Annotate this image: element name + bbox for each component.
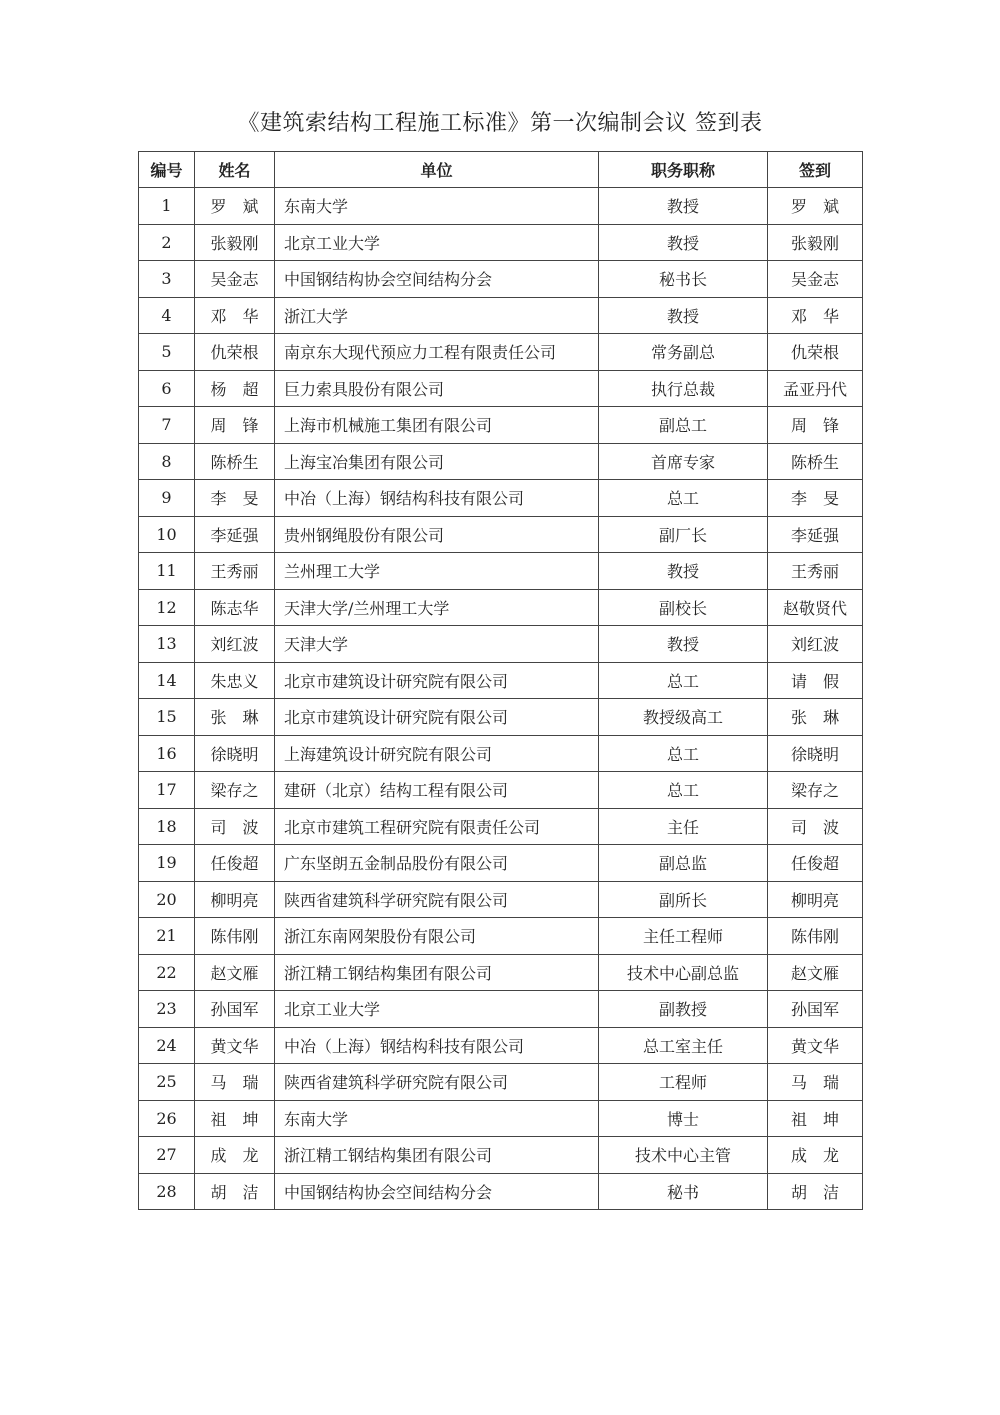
cell-no: 5 — [139, 334, 195, 371]
cell-unit: 陕西省建筑科学研究院有限公司 — [275, 1064, 599, 1101]
cell-unit: 建研（北京）结构工程有限公司 — [275, 772, 599, 809]
table-row — [139, 297, 863, 334]
header-unit: 单位 — [275, 152, 599, 188]
cell-position: 总工 — [599, 735, 768, 772]
cell-sign: 赵敬贤代 — [768, 589, 863, 626]
cell-name: 赵文雁 — [195, 954, 275, 991]
cell-no: 2 — [139, 224, 195, 261]
cell-sign: 吴金志 — [768, 261, 863, 298]
cell-no: 26 — [139, 1100, 195, 1137]
table-row — [139, 918, 863, 955]
table-row — [139, 699, 863, 736]
cell-name: 吴金志 — [195, 261, 275, 298]
cell-unit: 中国钢结构协会空间结构分会 — [275, 261, 599, 298]
cell-unit: 北京工业大学 — [275, 224, 599, 261]
cell-name: 王秀丽 — [195, 553, 275, 590]
cell-name: 仇荣根 — [195, 334, 275, 371]
cell-sign: 胡 洁 — [768, 1173, 863, 1210]
cell-position: 总工 — [599, 662, 768, 699]
cell-no: 8 — [139, 443, 195, 480]
cell-name: 张 琳 — [195, 699, 275, 736]
header-name: 姓名 — [195, 152, 275, 188]
cell-unit: 中冶（上海）钢结构科技有限公司 — [275, 480, 599, 517]
table-row — [139, 1137, 863, 1174]
cell-position: 常务副总 — [599, 334, 768, 371]
cell-name: 陈桥生 — [195, 443, 275, 480]
cell-no: 23 — [139, 991, 195, 1028]
cell-no: 24 — [139, 1027, 195, 1064]
cell-name: 祖 坤 — [195, 1100, 275, 1137]
cell-sign: 请 假 — [768, 662, 863, 699]
cell-no: 25 — [139, 1064, 195, 1101]
cell-position: 教授 — [599, 188, 768, 225]
table-row — [139, 772, 863, 809]
cell-unit: 浙江大学 — [275, 297, 599, 334]
cell-position: 教授 — [599, 224, 768, 261]
cell-sign: 成 龙 — [768, 1137, 863, 1174]
cell-no: 4 — [139, 297, 195, 334]
table-row — [139, 480, 863, 517]
header-position: 职务职称 — [599, 152, 768, 188]
cell-unit: 北京工业大学 — [275, 991, 599, 1028]
cell-position: 副教授 — [599, 991, 768, 1028]
cell-unit: 中国钢结构协会空间结构分会 — [275, 1173, 599, 1210]
cell-name: 罗 斌 — [195, 188, 275, 225]
cell-unit: 东南大学 — [275, 1100, 599, 1137]
cell-name: 司 波 — [195, 808, 275, 845]
cell-position: 教授级高工 — [599, 699, 768, 736]
cell-position: 总工室主任 — [599, 1027, 768, 1064]
table-row — [139, 735, 863, 772]
cell-unit: 上海宝冶集团有限公司 — [275, 443, 599, 480]
cell-unit: 兰州理工大学 — [275, 553, 599, 590]
table-row — [139, 845, 863, 882]
table-row — [139, 991, 863, 1028]
cell-sign: 任俊超 — [768, 845, 863, 882]
cell-sign: 李 旻 — [768, 480, 863, 517]
cell-name: 孙国军 — [195, 991, 275, 1028]
table-header-row — [139, 152, 863, 188]
cell-unit: 陕西省建筑科学研究院有限公司 — [275, 881, 599, 918]
cell-no: 10 — [139, 516, 195, 553]
cell-sign: 陈桥生 — [768, 443, 863, 480]
header-no: 编号 — [139, 152, 195, 188]
cell-no: 3 — [139, 261, 195, 298]
table-row — [139, 188, 863, 225]
table-row — [139, 626, 863, 663]
cell-position: 总工 — [599, 772, 768, 809]
cell-sign: 陈伟刚 — [768, 918, 863, 955]
cell-position: 副总工 — [599, 407, 768, 444]
cell-sign: 王秀丽 — [768, 553, 863, 590]
cell-sign: 邓 华 — [768, 297, 863, 334]
cell-unit: 东南大学 — [275, 188, 599, 225]
cell-name: 李延强 — [195, 516, 275, 553]
table-row — [139, 1100, 863, 1137]
sign-in-table — [138, 151, 863, 1210]
table-row — [139, 808, 863, 845]
cell-name: 朱忠义 — [195, 662, 275, 699]
cell-unit: 浙江精工钢结构集团有限公司 — [275, 1137, 599, 1174]
table-row — [139, 589, 863, 626]
cell-position: 主任 — [599, 808, 768, 845]
cell-position: 执行总裁 — [599, 370, 768, 407]
cell-unit: 巨力索具股份有限公司 — [275, 370, 599, 407]
table-row — [139, 881, 863, 918]
cell-position: 技术中心副总监 — [599, 954, 768, 991]
cell-no: 18 — [139, 808, 195, 845]
cell-sign: 孙国军 — [768, 991, 863, 1028]
cell-unit: 北京市建筑设计研究院有限公司 — [275, 699, 599, 736]
cell-name: 胡 洁 — [195, 1173, 275, 1210]
cell-position: 主任工程师 — [599, 918, 768, 955]
table-row — [139, 407, 863, 444]
table-row — [139, 370, 863, 407]
cell-sign: 仇荣根 — [768, 334, 863, 371]
cell-no: 16 — [139, 735, 195, 772]
cell-unit: 天津大学/兰州理工大学 — [275, 589, 599, 626]
cell-name: 周 锋 — [195, 407, 275, 444]
table-row — [139, 443, 863, 480]
table-row — [139, 261, 863, 298]
cell-position: 秘书长 — [599, 261, 768, 298]
cell-sign: 司 波 — [768, 808, 863, 845]
cell-name: 徐晓明 — [195, 735, 275, 772]
cell-position: 教授 — [599, 626, 768, 663]
cell-no: 13 — [139, 626, 195, 663]
cell-sign: 祖 坤 — [768, 1100, 863, 1137]
cell-position: 首席专家 — [599, 443, 768, 480]
cell-name: 成 龙 — [195, 1137, 275, 1174]
cell-unit: 广东坚朗五金制品股份有限公司 — [275, 845, 599, 882]
table-row — [139, 516, 863, 553]
cell-name: 李 旻 — [195, 480, 275, 517]
cell-unit: 浙江东南网架股份有限公司 — [275, 918, 599, 955]
cell-no: 15 — [139, 699, 195, 736]
cell-name: 陈志华 — [195, 589, 275, 626]
cell-position: 技术中心主管 — [599, 1137, 768, 1174]
cell-no: 22 — [139, 954, 195, 991]
cell-position: 总工 — [599, 480, 768, 517]
cell-no: 28 — [139, 1173, 195, 1210]
cell-position: 教授 — [599, 297, 768, 334]
table-row — [139, 954, 863, 991]
cell-position: 副厂长 — [599, 516, 768, 553]
table-row — [139, 662, 863, 699]
cell-name: 杨 超 — [195, 370, 275, 407]
cell-sign: 李延强 — [768, 516, 863, 553]
table-row — [139, 1173, 863, 1210]
cell-name: 张毅刚 — [195, 224, 275, 261]
cell-no: 19 — [139, 845, 195, 882]
cell-name: 马 瑞 — [195, 1064, 275, 1101]
table-row — [139, 334, 863, 371]
cell-unit: 中冶（上海）钢结构科技有限公司 — [275, 1027, 599, 1064]
cell-sign: 赵文雁 — [768, 954, 863, 991]
cell-position: 副校长 — [599, 589, 768, 626]
cell-unit: 上海市机械施工集团有限公司 — [275, 407, 599, 444]
cell-unit: 北京市建筑设计研究院有限公司 — [275, 662, 599, 699]
cell-sign: 周 锋 — [768, 407, 863, 444]
cell-no: 7 — [139, 407, 195, 444]
cell-no: 14 — [139, 662, 195, 699]
table-row — [139, 1027, 863, 1064]
cell-position: 副所长 — [599, 881, 768, 918]
cell-unit: 上海建筑设计研究院有限公司 — [275, 735, 599, 772]
cell-unit: 贵州钢绳股份有限公司 — [275, 516, 599, 553]
cell-name: 邓 华 — [195, 297, 275, 334]
cell-sign: 孟亚丹代 — [768, 370, 863, 407]
table-row — [139, 224, 863, 261]
cell-unit: 浙江精工钢结构集团有限公司 — [275, 954, 599, 991]
cell-name: 任俊超 — [195, 845, 275, 882]
cell-unit: 南京东大现代预应力工程有限责任公司 — [275, 334, 599, 371]
cell-unit: 天津大学 — [275, 626, 599, 663]
cell-name: 黄文华 — [195, 1027, 275, 1064]
cell-no: 17 — [139, 772, 195, 809]
cell-sign: 罗 斌 — [768, 188, 863, 225]
cell-no: 12 — [139, 589, 195, 626]
cell-no: 27 — [139, 1137, 195, 1174]
cell-name: 刘红波 — [195, 626, 275, 663]
cell-sign: 黄文华 — [768, 1027, 863, 1064]
header-sign: 签到 — [768, 152, 863, 188]
cell-position: 秘书 — [599, 1173, 768, 1210]
cell-name: 梁存之 — [195, 772, 275, 809]
cell-sign: 刘红波 — [768, 626, 863, 663]
table-row — [139, 1064, 863, 1101]
cell-unit: 北京市建筑工程研究院有限责任公司 — [275, 808, 599, 845]
cell-position: 工程师 — [599, 1064, 768, 1101]
cell-no: 6 — [139, 370, 195, 407]
cell-sign: 梁存之 — [768, 772, 863, 809]
cell-name: 陈伟刚 — [195, 918, 275, 955]
cell-sign: 张毅刚 — [768, 224, 863, 261]
cell-position: 教授 — [599, 553, 768, 590]
cell-sign: 张 琳 — [768, 699, 863, 736]
document-title: 《建筑索结构工程施工标准》第一次编制会议 签到表 — [237, 111, 763, 136]
cell-no: 21 — [139, 918, 195, 955]
cell-no: 1 — [139, 188, 195, 225]
cell-sign: 马 瑞 — [768, 1064, 863, 1101]
cell-no: 11 — [139, 553, 195, 590]
cell-position: 博士 — [599, 1100, 768, 1137]
cell-sign: 柳明亮 — [768, 881, 863, 918]
cell-no: 9 — [139, 480, 195, 517]
cell-name: 柳明亮 — [195, 881, 275, 918]
cell-no: 20 — [139, 881, 195, 918]
cell-position: 副总监 — [599, 845, 768, 882]
table-row — [139, 553, 863, 590]
cell-sign: 徐晓明 — [768, 735, 863, 772]
